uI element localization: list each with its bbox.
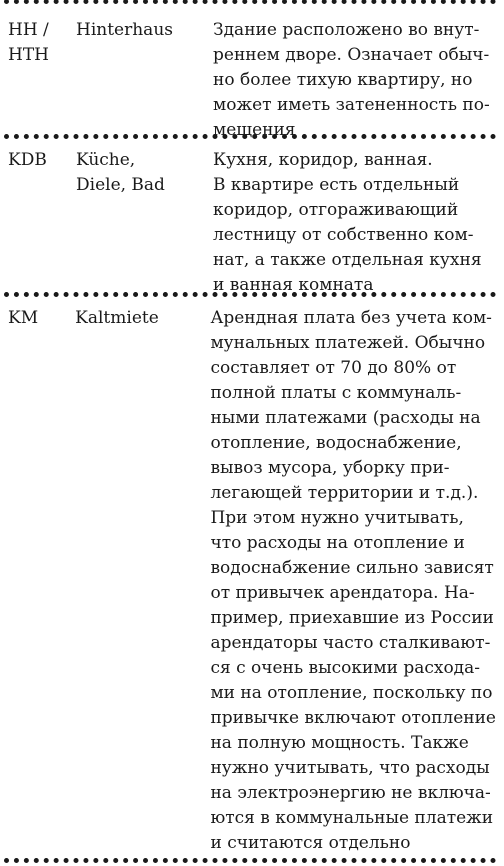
description-line: В квартире есть отдельный <box>213 175 460 195</box>
term-line: Küche, <box>76 150 136 170</box>
description-line: что расходы на отопление и <box>210 533 465 553</box>
description-line: отопление, водоснабжение, <box>210 433 462 453</box>
description-line: легающей территории и т.д.). <box>210 483 479 503</box>
description-line: При этом нужно учитывать, <box>210 508 464 528</box>
term-cell <box>74 18 209 43</box>
abbreviation-cell <box>4 148 74 173</box>
description-line: на полную мощность. Также <box>210 733 469 753</box>
description-line: и ванная комната <box>213 275 374 295</box>
abbreviation-line: HH / <box>8 20 49 40</box>
description-line: Кухня, коридор, ванная. <box>213 150 433 170</box>
description-line: и считаются отдельно <box>210 833 411 853</box>
description-line: ся с очень высокими расхода- <box>210 658 481 678</box>
description-line: но более тихую квартиру, но <box>213 70 473 90</box>
description-line: ются в коммунальные платежи <box>210 808 494 828</box>
term-line: Diele, Bad <box>76 175 165 195</box>
description-line: мещения <box>213 120 296 140</box>
table-row-kdb <box>4 139 496 297</box>
description-line: ными платежами (расходы на <box>210 408 481 428</box>
abbreviation-line: KM <box>8 308 39 328</box>
abbreviation-cell <box>4 306 73 331</box>
description-cell <box>209 18 496 143</box>
description-line: Арендная плата без учета ком- <box>210 308 492 328</box>
term-line: Hinterhaus <box>76 20 173 40</box>
description-line: на электроэнергию не включа- <box>210 783 491 803</box>
description-line: мунальных платежей. Обычно <box>210 333 486 353</box>
description-line: от привычек арендатора. На- <box>210 583 475 603</box>
description-line: полной платы с коммуналь- <box>210 383 462 403</box>
description-line: привычке включают отопление <box>210 708 496 728</box>
description-line: вывоз мусора, уборку при- <box>210 458 450 478</box>
description-line: может иметь затененность по- <box>213 95 490 115</box>
table-row-km <box>4 297 496 863</box>
description-line: водоснабжение сильно зависят <box>210 558 494 578</box>
abbreviation-line: HTH <box>8 45 49 65</box>
description-line: нужно учитывать, что расходы <box>210 758 490 778</box>
description-line: ми на отопление, поскольку по <box>210 683 493 703</box>
description-cell <box>206 306 496 856</box>
description-line: Здание расположено во внут- <box>213 20 480 40</box>
description-line: коридор, отгораживающий <box>213 200 459 220</box>
description-line: арендаторы часто сталкивают- <box>210 633 491 653</box>
description-line: составляет от 70 до 80% от <box>210 358 457 378</box>
description-line: нат, а также отдельная кухня <box>213 250 482 270</box>
table-row-hh <box>4 0 496 139</box>
term-line: Kaltmiete <box>75 308 159 328</box>
description-cell <box>209 148 496 298</box>
term-cell <box>73 306 206 331</box>
description-line: лестницу от собственно ком- <box>213 225 474 245</box>
description-line: пример, приехавшие из России <box>210 608 494 628</box>
abbreviation-cell <box>4 18 74 68</box>
term-cell <box>74 148 209 198</box>
description-line: реннем дворе. Означает обыч- <box>213 45 490 65</box>
abbreviation-line: KDB <box>8 150 47 170</box>
